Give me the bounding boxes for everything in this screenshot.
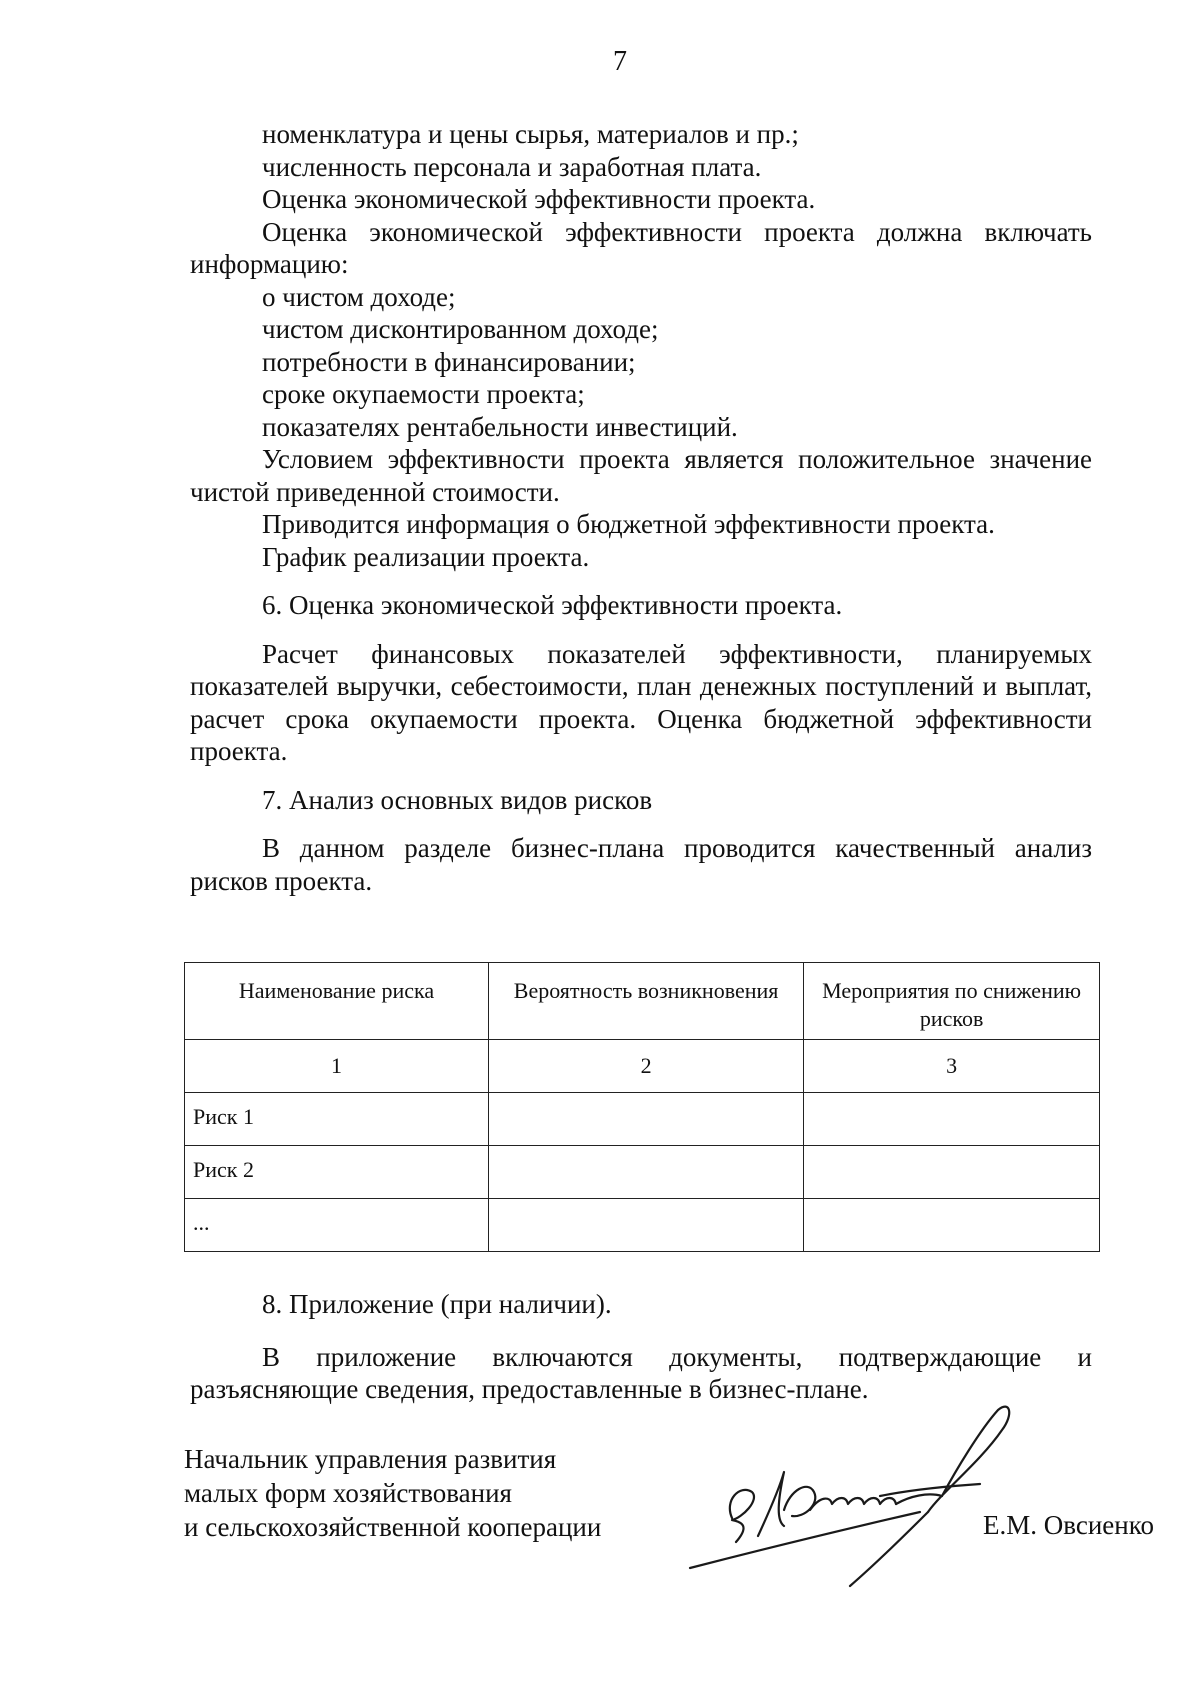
document-body bbox=[190, 118, 1092, 897]
table-cell: 1 bbox=[185, 1040, 489, 1093]
table-cell bbox=[489, 1093, 804, 1146]
body-line: численность персонала и заработная плата. bbox=[262, 151, 762, 182]
table-row bbox=[185, 1146, 1100, 1199]
table-cell bbox=[804, 1199, 1100, 1252]
table-row bbox=[185, 1093, 1100, 1146]
section-6-text: Расчет финансовых показателей эффективности, планируемых показателей выручки, себестоимости, план денежных поступлений и выплат, расчет срока окупаемости проекта. Оценка бюджетной эффективности проекта. bbox=[190, 638, 1092, 766]
section-8-heading: 8. Приложение (при наличии). bbox=[262, 1289, 612, 1319]
table-header: Мероприятия по снижению рисков bbox=[804, 963, 1100, 1040]
table-cell: Риск 1 bbox=[185, 1093, 489, 1146]
body-line: о чистом доходе; bbox=[262, 281, 456, 312]
body-line: Приводится информация о бюджетной эффективности проекта. bbox=[262, 509, 995, 539]
body-line: потребности в финансировании; bbox=[262, 346, 636, 377]
table-cell bbox=[804, 1146, 1100, 1199]
signer-name: Е.М. Овсиенко bbox=[983, 1510, 1154, 1540]
table-header-row bbox=[185, 963, 1100, 1040]
body-line: номенклатура и цены сырья, материалов и пр.; bbox=[262, 119, 799, 149]
body-line: Оценка экономической эффективности проекта. bbox=[262, 184, 816, 214]
signer-line: и сельскохозяйственной кооперации bbox=[184, 1512, 602, 1542]
signer-line: малых форм хозяйствования bbox=[184, 1478, 512, 1508]
body-line: показателях рентабельности инвестиций. bbox=[262, 411, 738, 442]
table-header: Вероятность возникновения bbox=[489, 963, 804, 1040]
body-line: сроке окупаемости проекта; bbox=[262, 379, 585, 409]
signer-line: Начальник управления развития bbox=[184, 1444, 557, 1474]
table-cell: Риск 2 bbox=[185, 1146, 489, 1199]
signer-title bbox=[184, 1442, 601, 1544]
body-line: чистом дисконтированном доходе; bbox=[262, 314, 659, 344]
section-8-text: В приложение включаются документы, подтверждающие и разъясняющие сведения, предоставленные в бизнес-плане. bbox=[190, 1341, 1092, 1404]
table-cell bbox=[489, 1199, 804, 1252]
table-row bbox=[185, 1199, 1100, 1252]
body-paragraph: Условием эффективности проекта является положительное значение чистой приведенной стоимости. bbox=[190, 444, 1092, 507]
section-7-heading: 7. Анализ основных видов рисков bbox=[262, 784, 653, 815]
risk-table bbox=[184, 962, 1100, 1252]
table-cell: ... bbox=[185, 1199, 489, 1252]
section-6-heading: 6. Оценка экономической эффективности проекта. bbox=[262, 590, 843, 620]
body-paragraph: Оценка экономической эффективности проекта должна включать информацию: bbox=[190, 216, 1092, 279]
table-cell bbox=[804, 1093, 1100, 1146]
handwritten-signature bbox=[680, 1400, 1040, 1600]
section-7-text: В данном разделе бизнес-плана проводится качественный анализ рисков проекта. bbox=[190, 833, 1092, 896]
section-8 bbox=[190, 1288, 1092, 1406]
table-cell bbox=[489, 1146, 804, 1199]
table-header: Наименование риска bbox=[185, 963, 489, 1040]
table-cell: 2 bbox=[489, 1040, 804, 1093]
body-line: График реализации проекта. bbox=[262, 541, 590, 572]
page-number: 7 bbox=[613, 46, 627, 77]
table-number-row bbox=[185, 1040, 1100, 1093]
table-cell: 3 bbox=[804, 1040, 1100, 1093]
